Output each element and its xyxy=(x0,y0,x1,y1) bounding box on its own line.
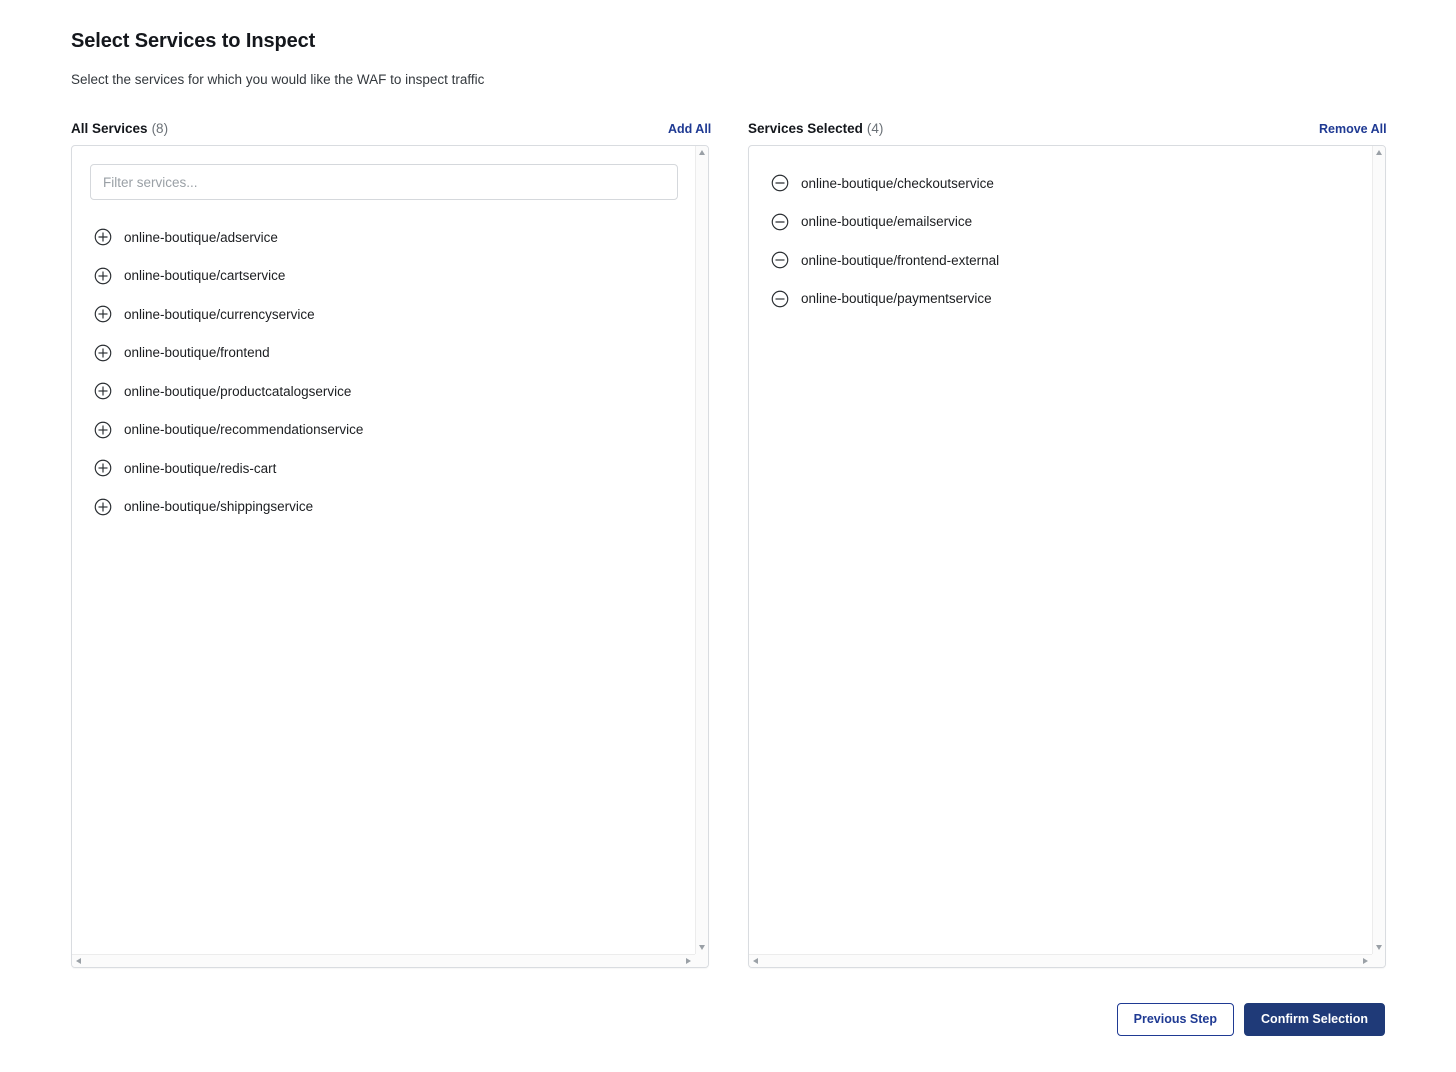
plus-circle-icon xyxy=(94,382,112,400)
minus-circle-icon xyxy=(771,213,789,231)
minus-circle-icon xyxy=(771,290,789,308)
selected-services-label: Services Selected xyxy=(748,121,863,136)
available-service-row[interactable] xyxy=(72,449,695,488)
service-label: online-boutique/cartservice xyxy=(124,268,286,284)
selected-service-row[interactable] xyxy=(749,164,1372,203)
selected-horizontal-scrollbar[interactable] xyxy=(749,954,1372,967)
plus-circle-icon xyxy=(94,498,112,516)
scroll-down-arrow-icon[interactable] xyxy=(699,945,705,950)
available-service-row[interactable] xyxy=(72,218,695,257)
scrollbar-corner xyxy=(1372,954,1385,967)
available-horizontal-scrollbar[interactable] xyxy=(72,954,695,967)
available-services-panel xyxy=(71,145,709,968)
add-all-link[interactable]: Add All xyxy=(668,122,712,136)
service-label: online-boutique/checkoutservice xyxy=(801,175,994,191)
page-title: Select Services to Inspect xyxy=(71,30,316,52)
available-service-row[interactable] xyxy=(72,411,695,450)
scroll-left-arrow-icon[interactable] xyxy=(753,958,758,964)
available-services-header xyxy=(71,121,168,136)
scroll-down-arrow-icon[interactable] xyxy=(1376,945,1382,950)
selected-service-row[interactable] xyxy=(749,203,1372,242)
scroll-up-arrow-icon[interactable] xyxy=(1376,150,1382,155)
scroll-right-arrow-icon[interactable] xyxy=(1363,958,1368,964)
footer-actions xyxy=(1117,1003,1385,1036)
available-services-count: (8) xyxy=(151,121,169,136)
available-service-row[interactable] xyxy=(72,488,695,527)
scrollbar-corner xyxy=(695,954,708,967)
selected-services-header xyxy=(748,121,883,136)
service-label: online-boutique/adservice xyxy=(124,229,278,245)
scroll-up-arrow-icon[interactable] xyxy=(699,150,705,155)
minus-circle-icon xyxy=(771,174,789,192)
service-label: online-boutique/redis-cart xyxy=(124,460,277,476)
selected-services-count: (4) xyxy=(866,121,884,136)
selected-vertical-scrollbar[interactable] xyxy=(1372,146,1385,954)
page-subtitle: Select the services for which you would like the WAF to inspect traffic xyxy=(71,72,485,87)
selected-services-panel xyxy=(748,145,1386,968)
available-services-list xyxy=(72,218,695,526)
available-service-row[interactable] xyxy=(72,257,695,296)
confirm-selection-button[interactable]: Confirm Selection xyxy=(1244,1003,1385,1036)
available-service-row[interactable] xyxy=(72,372,695,411)
plus-circle-icon xyxy=(94,267,112,285)
available-vertical-scrollbar[interactable] xyxy=(695,146,708,954)
available-service-row[interactable] xyxy=(72,334,695,373)
service-label: online-boutique/frontend-external xyxy=(801,252,1000,268)
scroll-left-arrow-icon[interactable] xyxy=(76,958,81,964)
service-label: online-boutique/frontend xyxy=(124,345,270,361)
available-service-row[interactable] xyxy=(72,295,695,334)
minus-circle-icon xyxy=(771,251,789,269)
filter-services-input[interactable] xyxy=(90,164,678,200)
scroll-right-arrow-icon[interactable] xyxy=(686,958,691,964)
service-label: online-boutique/productcatalogservice xyxy=(124,383,352,399)
available-services-scroll-area xyxy=(72,146,695,954)
plus-circle-icon xyxy=(94,305,112,323)
selected-services-scroll-area xyxy=(749,146,1372,954)
plus-circle-icon xyxy=(94,344,112,362)
selected-service-row[interactable] xyxy=(749,241,1372,280)
service-label: online-boutique/emailservice xyxy=(801,214,973,230)
selected-services-list xyxy=(749,164,1372,318)
service-label: online-boutique/currencyservice xyxy=(124,306,315,322)
plus-circle-icon xyxy=(94,421,112,439)
service-label: online-boutique/paymentservice xyxy=(801,291,992,307)
service-label: online-boutique/recommendationservice xyxy=(124,422,364,438)
plus-circle-icon xyxy=(94,228,112,246)
plus-circle-icon xyxy=(94,459,112,477)
previous-step-button[interactable]: Previous Step xyxy=(1117,1003,1234,1036)
selected-service-row[interactable] xyxy=(749,280,1372,319)
service-label: online-boutique/shippingservice xyxy=(124,499,314,515)
remove-all-link[interactable]: Remove All xyxy=(1319,122,1387,136)
available-services-label: All Services xyxy=(71,121,148,136)
